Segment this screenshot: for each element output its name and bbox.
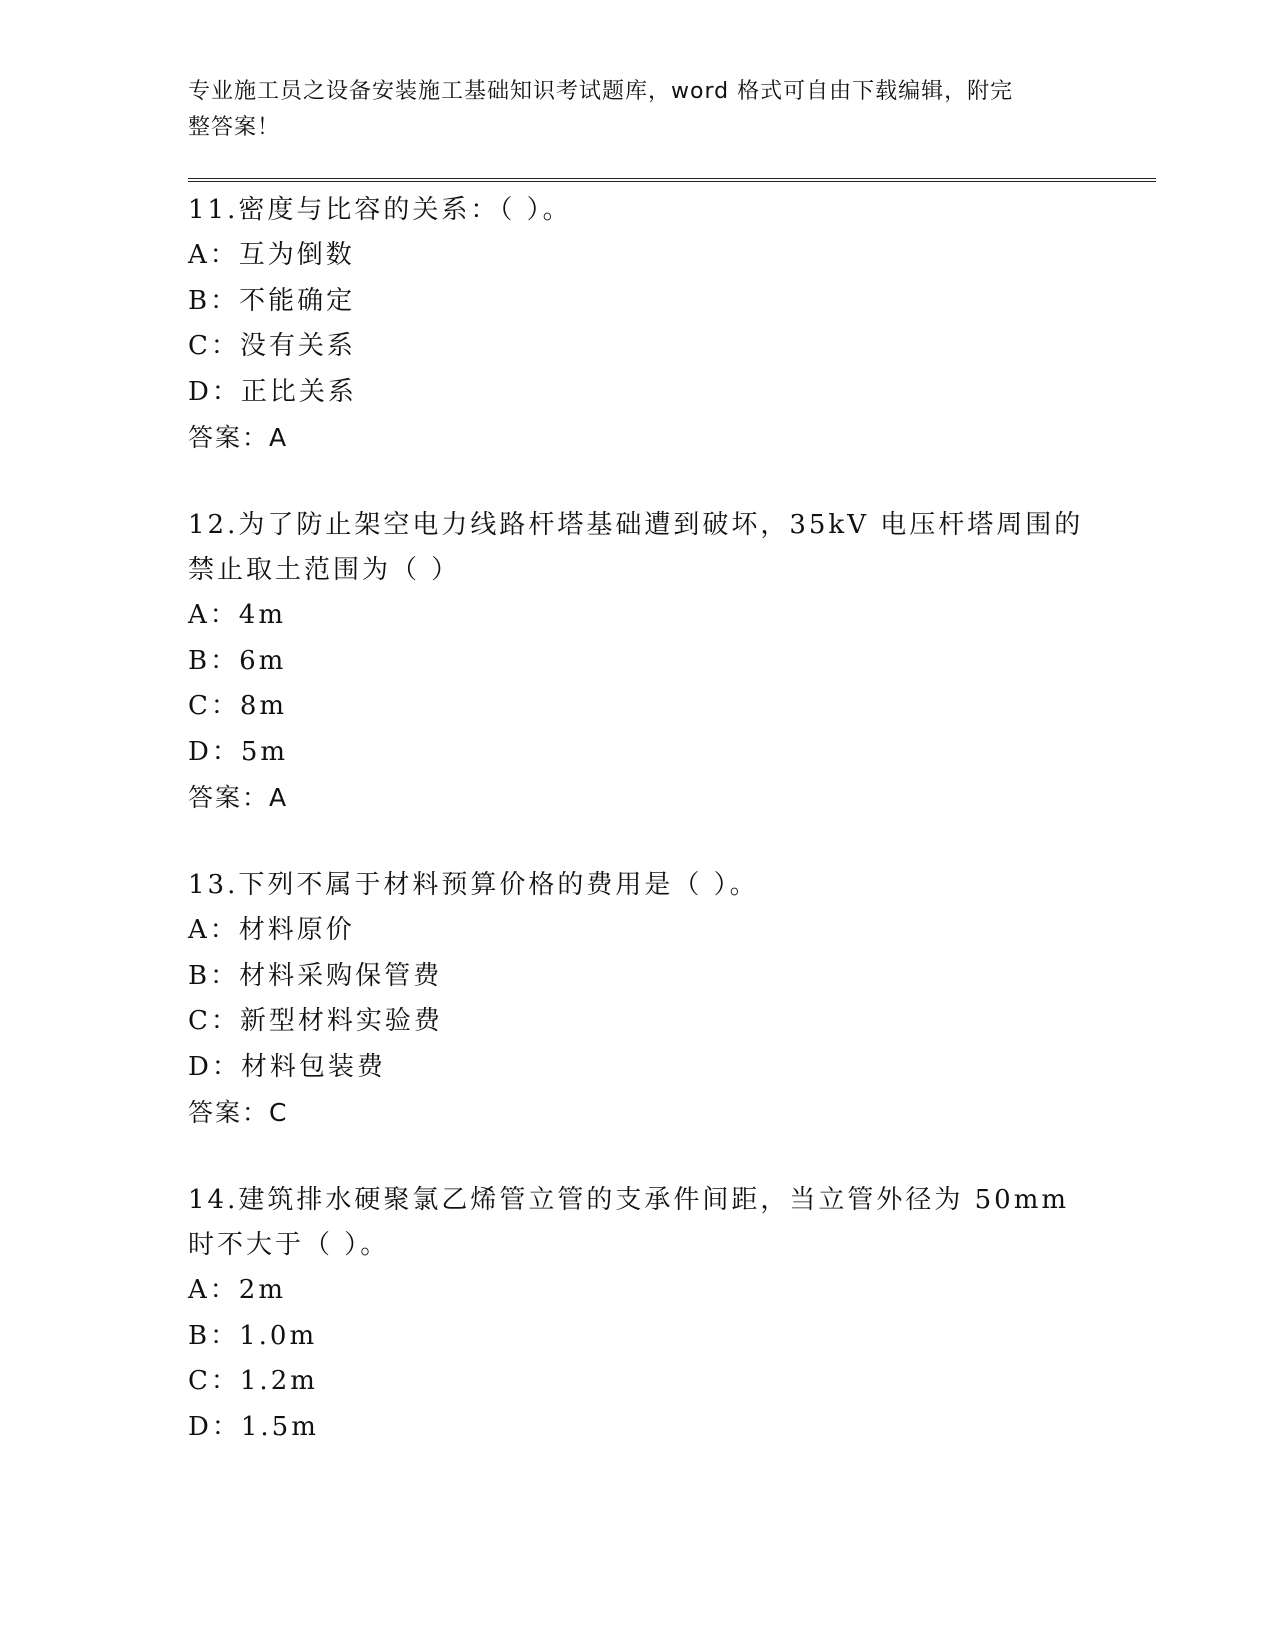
question-text: 14.建筑排水硬聚氯乙烯管立管的支承件间距，当立管外径为 50mm 时不大于（ ）。	[188, 1185, 1070, 1260]
header-line-2: 整答案！	[188, 115, 281, 140]
option-b: B：不能确定	[188, 285, 356, 316]
answer: 答案：C	[188, 1098, 289, 1127]
header-line-1: 专业施工员之设备安装施工基础知识考试题库，word 格式可自由下载编辑，附完	[188, 79, 1014, 104]
answer: 答案：A	[188, 783, 289, 812]
question-text: 12.为了防止架空电力线路杆塔基础遭到破坏，35kV 电压杆塔周围的禁止取土范围为（ ）	[188, 510, 1084, 585]
question-text: 11.密度与比容的关系：（ ）。	[188, 195, 572, 225]
option-b: B：6m	[188, 645, 287, 676]
question-12	[188, 503, 1088, 820]
question-14	[188, 1178, 1088, 1450]
document-header	[188, 74, 1068, 146]
option-d: D：5m	[188, 736, 289, 767]
option-a: A：2m	[188, 1275, 286, 1305]
option-d: D：材料包装费	[188, 1051, 386, 1082]
option-a: A：材料原价	[188, 915, 355, 945]
option-d: D：1.5m	[188, 1411, 319, 1442]
option-c: C：没有关系	[188, 331, 356, 361]
question-list	[188, 188, 1088, 1493]
option-a: A：互为倒数	[188, 240, 355, 270]
option-a: A：4m	[188, 600, 286, 630]
question-text: 13.下列不属于材料预算价格的费用是（ ）。	[188, 870, 759, 900]
option-c: C：8m	[188, 691, 288, 721]
option-d: D：正比关系	[188, 376, 357, 407]
option-b: B：1.0m	[188, 1320, 318, 1351]
option-c: C：1.2m	[188, 1366, 318, 1396]
option-b: B：材料采购保管费	[188, 960, 443, 991]
header-divider	[188, 178, 1156, 182]
question-11	[188, 188, 1088, 460]
answer: 答案：A	[188, 423, 289, 452]
question-13	[188, 863, 1088, 1135]
option-c: C：新型材料实验费	[188, 1006, 443, 1036]
